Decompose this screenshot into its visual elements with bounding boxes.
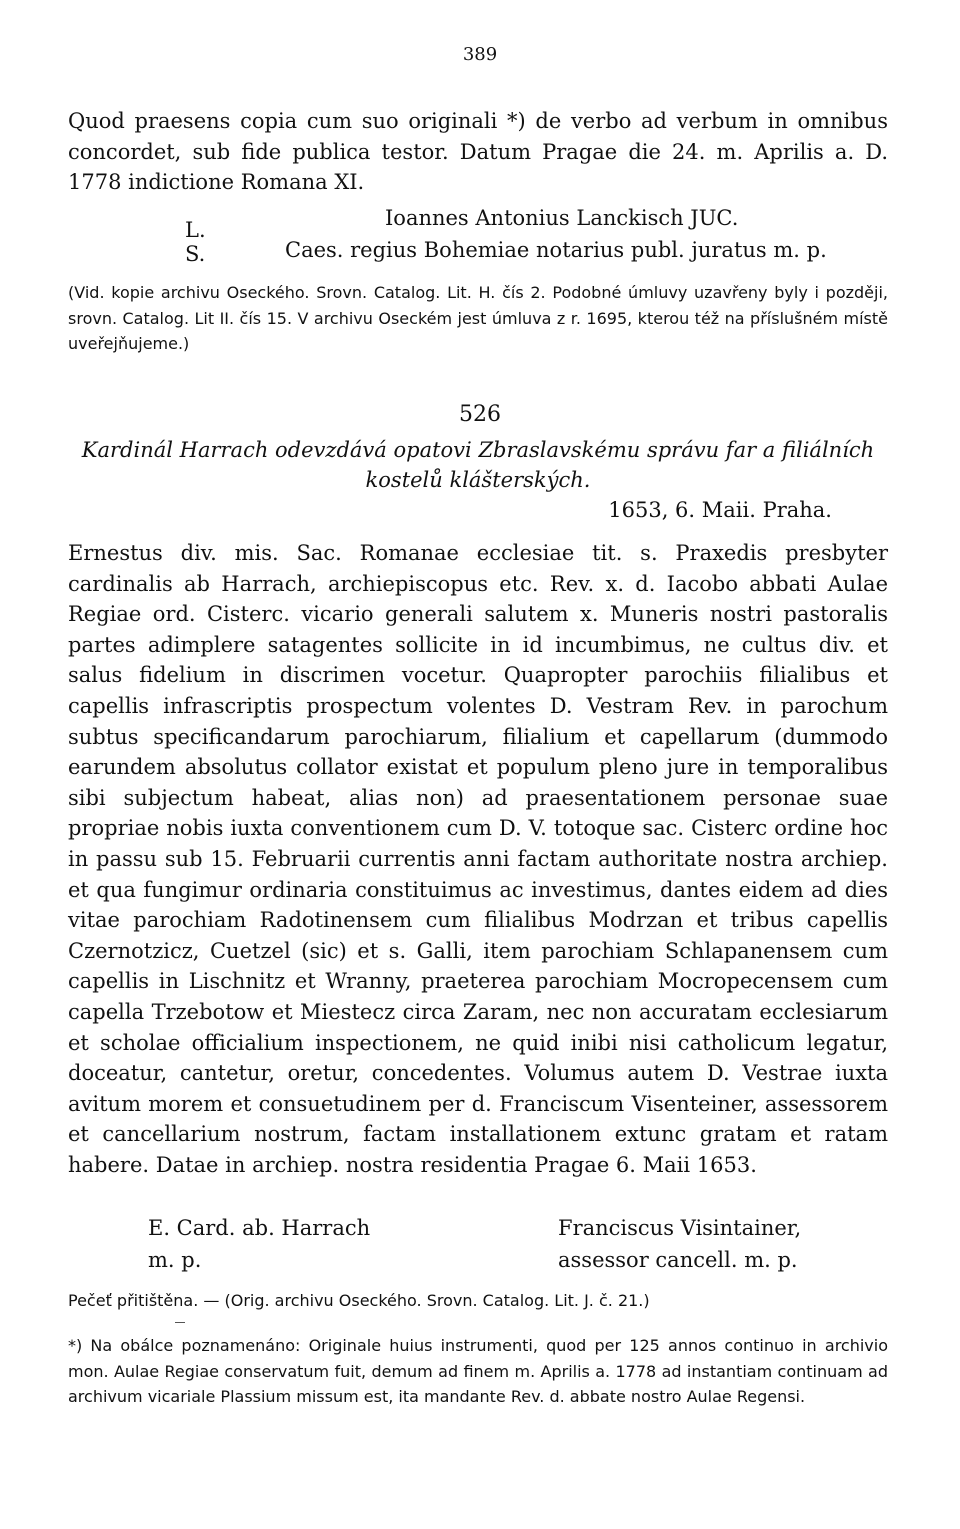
footnote: *) Na obálce poznamenáno: Originale huius instrumenti, quod per 125 annos continuo in archivio mon. Aulae Regiae conservatum fuit, demum ad finem m. Aprilis a. 1778 ad instantiam continuam ad archivum vicariale Plassium missum est, ita mandante Rev. d. abbate nostro Aulae Regensi. xyxy=(68,1336,888,1406)
cardinal-signature-mp: m. p. xyxy=(148,1248,202,1272)
editorial-note: (Vid. kopie archivu Oseckého. Srovn. Catalog. Lit. H. čís 2. Podobné úmluvy uzavřeny byly i později, srovn. Catalog. Lit II. čís 15. V archivu Oseckém jest úmluva z r. 1695, kterou též na příslušném místě uveřejňujeme.) xyxy=(68,283,888,353)
assessor-signature-name: Franciscus Visintainer, xyxy=(558,1216,802,1240)
locus-sigilli: L. S. xyxy=(185,218,206,266)
document-title: Kardinál Harrach odevzdává opatovi Zbraslavskému správu far a filiálních kostelů klášterských. xyxy=(81,438,875,492)
charter-body: Ernestus div. mis. Sac. Romanae ecclesiae tit. s. Praxedis presbyter cardinalis ab Harrach, archiepiscopus etc. Rev. x. d. Iacobo abbati Aulae Regiae ord. Cisterc. vicario generali salutem x. Muneris nostri pastoralis partes adimplere satagentes sollicite in id incumbimus, ne cultus div. et salus fidelium in discrimen vocetur. Quapropter parochiis filialibus et capellis infrascriptis prospectum volentes D. Vestram Rev. in parochum subtus specificandarum parochiarum, filialium et capellarum (dummodo earundem absolutus collator existat et populum pleno jure in temporalibus sibi subjectum habeat, alias non) ad praesentationem personae suae propriae nobis iuxta conventionem cum D. V. totoque sac. Cisterc ordine hoc in passu sub 15. Februarii currentis anni factam authoritate nostra archiep. et qua fungimur ordinaria constituimus ac investimus, dantes eidem ad dies vitae parochiam Radotinensem cum filialibus Modrzan et tribus capellis Czernotzicz, Cuetzel (sic) et s. Galli, item parochiam Schlapanensem cum capellis in Lischnitz et Wranny, praeterea parochiam Mocropecensem cum capella Trzebotow et Miestecz circa Zaram, nec non accuratam ecclesiarum et scholae officialium inspectionem, ne quid inibi nisi catholicum legatur, doceatur, cantetur, oretur, concedentes. Volumus autem D. Vestrae iuxta avitum morem et consuetudinem per d. Franciscum Visenteiner, assessorem et cancellarium nostrum, factam installationem extunc gratam et ratam habere. Datae in archiep. nostra residentia Pragae 6. Maii 1653. xyxy=(68,541,888,1177)
document-number: 526 xyxy=(459,402,501,427)
cardinal-signature xyxy=(148,1212,370,1276)
assessor-signature-role: assessor cancell. m. p. xyxy=(558,1248,798,1272)
notary-role: Caes. regius Bohemiae notarius publ. juratus m. p. xyxy=(285,238,827,262)
page-number: 389 xyxy=(462,44,498,65)
assessor-signature xyxy=(558,1212,801,1276)
cardinal-signature-name: E. Card. ab. Harrach xyxy=(148,1216,371,1240)
attestation-paragraph: Quod praesens copia cum suo originali *) de verbo ad verbum in omnibus concordet, sub fide publica testor. Datum Pragae die 24. m. Aprilis a. D. 1778 indictione Romana XI. xyxy=(68,109,888,195)
notary-name: Ioannes Antonius Lanckisch JUC. xyxy=(385,206,739,230)
footnote-divider xyxy=(175,1322,185,1323)
document-date: 1653, 6. Maii. Praha. xyxy=(608,498,832,522)
seal-note: Pečeť přitištěna. — (Orig. archivu Oseckého. Srovn. Catalog. Lit. J. č. 21.) xyxy=(68,1291,650,1310)
